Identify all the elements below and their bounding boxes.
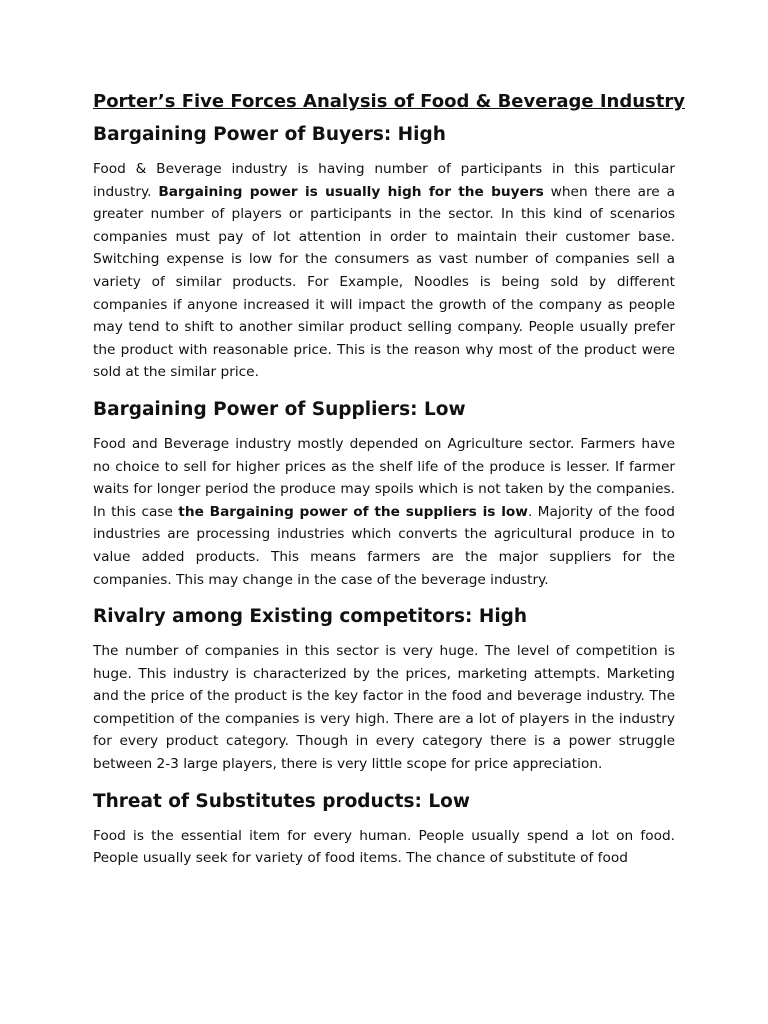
section-heading-suppliers: Bargaining Power of Suppliers: Low xyxy=(93,398,466,420)
paragraph-text: . Majority of the food industries are processing industries which converts the agricultural produce in to value added products. This means farmers are the major suppliers for the companies. This may change in the case of the beverage industry. xyxy=(93,503,675,588)
section-suppliers xyxy=(93,397,675,591)
paragraph-suppliers xyxy=(93,433,675,591)
paragraph-bold-text: the Bargaining power of the suppliers is low xyxy=(178,503,528,520)
paragraph-substitutes: Food is the essential item for every human. People usually spend a lot on food. People usually seek for variety of food items. The chance of substitute of food xyxy=(93,827,675,867)
section-buyers xyxy=(93,122,675,384)
section-heading-buyers: Bargaining Power of Buyers: High xyxy=(93,124,446,145)
document-page xyxy=(93,90,685,883)
document-title: Porter’s Five Forces Analysis of Food & Beverage Industry xyxy=(93,91,685,112)
section-heading-rivalry: Rivalry among Existing competitors: High xyxy=(93,606,528,628)
paragraph-bold-text: Bargaining power is usually high for the buyers xyxy=(158,183,544,200)
paragraph-text: Food and Beverage industry mostly depended on Agriculture sector. Farmers have no choice to sell for higher prices as the shelf life of the produce is lesser. If farmer waits for longer period the produce may spoils which is not taken by the companies. In this case xyxy=(93,435,675,520)
paragraph-text: Food & Beverage industry is having number of participants in this particular industry. xyxy=(93,161,675,200)
paragraph-rivalry: The number of companies in this sector is very huge. The level of competition is huge. This industry is characterized by the prices, marketing attempts. Marketing and the price of the product is the key factor in the food and beverage industry. The competition of the companies is very high. There are a lot of players in the industry for every product category. Though in every category there is a power struggle between 2-3 large players, there is very little scope for price appreciation. xyxy=(93,643,675,773)
section-substitutes xyxy=(93,789,675,870)
paragraph-buyers xyxy=(93,158,675,384)
paragraph-text: when there are a greater number of players or participants in the sector. In this kind of scenarios companies must pay of lot attention in order to maintain their customer base. Switching expense is low for the consumers as vast number of companies sell a variety of similar products. For Example, Noodles is being sold by different companies if anyone increased it will impact the growth of the company as people may tend to shift to another similar product selling company. People usually prefer the product with reasonable price. This is the reason why most of the product were sold at the similar price. xyxy=(93,183,675,381)
section-rivalry xyxy=(93,604,675,776)
section-heading-substitutes: Threat of Substitutes products: Low xyxy=(93,790,470,812)
